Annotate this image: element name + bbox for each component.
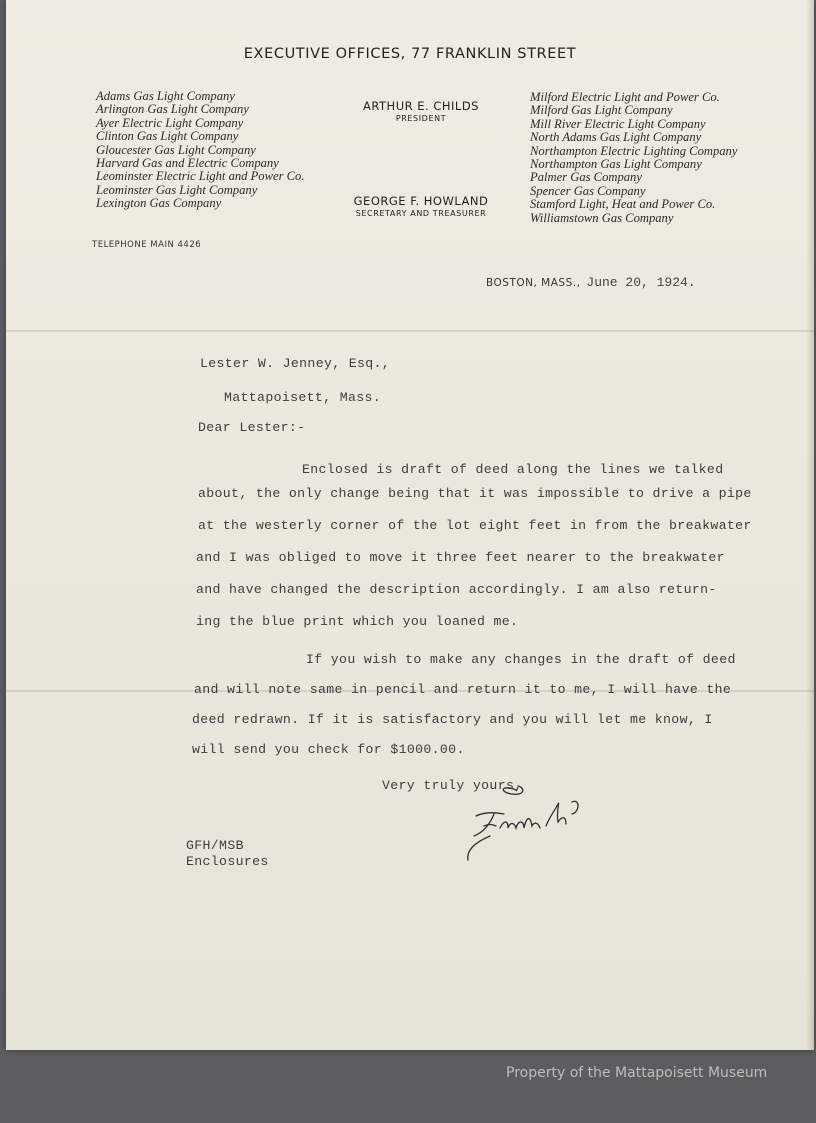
secretary-title: SECRETARY AND TREASURER — [355, 209, 487, 218]
president-title: PRESIDENT — [395, 114, 447, 123]
company-name: Milford Gas Light Company — [530, 103, 673, 118]
closing: Very truly yours, — [382, 778, 523, 793]
telephone-number: TELEPHONE MAIN 4426 — [92, 240, 202, 250]
company-name: Milford Electric Light and Power Co. — [530, 90, 720, 104]
body-line: and I was obliged to move it three feet nearer to the breakwater — [196, 550, 725, 565]
body-line: Enclosed is draft of deed along the lines we talked — [302, 462, 724, 477]
letter-page — [6, 0, 814, 1050]
letter-date: June 20, 1924. — [586, 275, 696, 290]
handwritten-signature — [454, 782, 594, 864]
company-name: Clinton Gas Light Company — [96, 129, 239, 144]
body-line: and will note same in pencil and return it to me, I will have the — [194, 682, 732, 697]
fold-crease — [6, 330, 814, 332]
president-name: ARTHUR E. CHILDS — [363, 99, 479, 113]
company-name: Northampton Electric Lighting Company — [530, 143, 738, 158]
letterhead-title: EXECUTIVE OFFICES, 77 FRANKLIN STREET — [243, 46, 577, 62]
company-name: Leominster Gas Light Company — [96, 182, 258, 197]
company-list-left — [96, 90, 305, 211]
paper-edge — [806, 0, 814, 1050]
company-name: Spencer Gas Company — [530, 183, 646, 198]
company-name: Harvard Gas and Electric Company — [96, 156, 279, 171]
company-name: Leominster Electric Light and Power Co. — [96, 169, 305, 184]
body-line: and have changed the description accordingly. I am also return- — [196, 582, 717, 597]
president-block — [336, 99, 506, 123]
typist-initials: GFH/MSB — [186, 838, 244, 853]
company-name: Stamford Light, Heat and Power Co. — [530, 197, 716, 212]
body-line: at the westerly corner of the lot eight feet in from the breakwater — [198, 518, 752, 533]
secretary-block — [336, 194, 506, 218]
salutation: Dear Lester:- — [198, 420, 306, 435]
addressee: Lester W. Jenney, Esq., — [200, 356, 391, 371]
address: Mattapoisett, Mass. — [224, 390, 382, 405]
body-line: ing the blue print which you loaned me. — [196, 614, 519, 629]
company-name: Mill River Electric Light Company — [530, 116, 706, 131]
body-line: If you wish to make any changes in the draft of deed — [306, 652, 736, 667]
secretary-name: GEORGE F. HOWLAND — [353, 194, 489, 208]
company-name: Northampton Gas Light Company — [530, 157, 702, 172]
museum-watermark: Property of the Mattapoisett Museum — [506, 1065, 768, 1081]
dateline — [486, 271, 696, 290]
dateline-city: BOSTON, MASS., — [486, 277, 581, 289]
company-list-right — [530, 91, 737, 225]
company-name: Ayer Electric Light Company — [96, 115, 244, 130]
company-name: Lexington Gas Company — [96, 196, 222, 211]
body-line: deed redrawn. If it is satisfactory and you will let me know, I — [192, 712, 713, 727]
company-name: Arlington Gas Light Company — [96, 102, 249, 117]
company-name: Gloucester Gas Light Company — [96, 142, 256, 157]
company-name: Williamstown Gas Company — [530, 210, 674, 225]
company-name: North Adams Gas Light Company — [530, 130, 702, 145]
enclosures-note: Enclosures — [186, 854, 269, 869]
body-line: about, the only change being that it was impossible to drive a pipe — [198, 486, 752, 501]
company-name: Adams Gas Light Company — [96, 89, 235, 103]
company-name: Palmer Gas Company — [530, 170, 642, 185]
body-line: will send you check for $1000.00. — [192, 742, 465, 757]
